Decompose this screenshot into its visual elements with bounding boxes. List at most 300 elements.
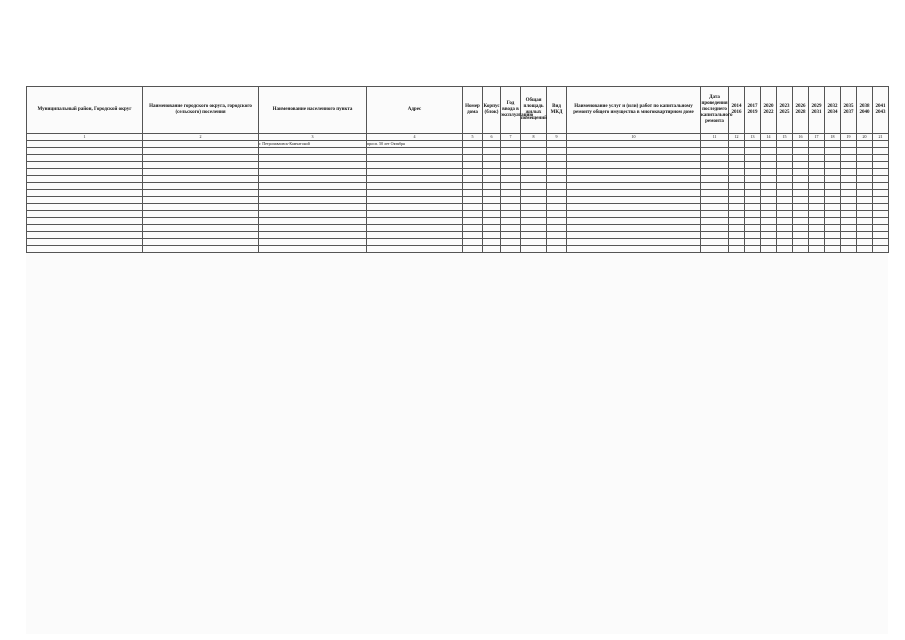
cell-period: [857, 190, 873, 197]
cell-period: [873, 218, 889, 225]
cell-period: [841, 141, 857, 148]
cell-mkd-type: [547, 218, 567, 225]
cell-period: [841, 225, 857, 232]
cell-period: [761, 190, 777, 197]
cell-period: [729, 190, 745, 197]
cell-mkd-type: [547, 246, 567, 253]
cell-mkd-type: [547, 190, 567, 197]
cell-block: [483, 155, 501, 162]
column-number: 16: [793, 134, 809, 141]
cell-period: [873, 141, 889, 148]
cell-address: [367, 197, 463, 204]
cell-period: [777, 232, 793, 239]
cell-period: [729, 218, 745, 225]
column-header: 2032 2034: [825, 87, 841, 134]
cell-period: [777, 218, 793, 225]
cell-work: [567, 218, 701, 225]
cell-settlement: [143, 155, 259, 162]
table-row: [27, 232, 889, 239]
cell-work: [567, 211, 701, 218]
column-number: 1: [27, 134, 143, 141]
cell-block: [483, 211, 501, 218]
cell-period: [841, 197, 857, 204]
cell-period: [745, 183, 761, 190]
cell-period: [745, 176, 761, 183]
cell-period: [745, 239, 761, 246]
cell-house-number: [463, 141, 483, 148]
cell-period: [729, 204, 745, 211]
cell-period: [857, 169, 873, 176]
table-row: [27, 197, 889, 204]
cell-district: [27, 197, 143, 204]
column-number: 7: [501, 134, 521, 141]
cell-work: [567, 148, 701, 155]
cell-period: [745, 148, 761, 155]
cell-period: [793, 190, 809, 197]
cell-period: [857, 232, 873, 239]
cell-period: [777, 225, 793, 232]
cell-district: [27, 239, 143, 246]
cell-year: [501, 155, 521, 162]
cell-period: [793, 162, 809, 169]
cell-block: [483, 141, 501, 148]
column-number: 15: [777, 134, 793, 141]
cell-period: [777, 183, 793, 190]
cell-locality: [259, 190, 367, 197]
table-row: [27, 211, 889, 218]
cell-locality: [259, 197, 367, 204]
cell-period: [841, 204, 857, 211]
cell-period: [857, 183, 873, 190]
column-header: Корпус (блок): [483, 87, 501, 134]
cell-mkd-type: [547, 204, 567, 211]
cell-block: [483, 190, 501, 197]
cell-period: [873, 176, 889, 183]
cell-period: [777, 176, 793, 183]
cell-period: [761, 225, 777, 232]
cell-locality: [259, 169, 367, 176]
cell-area: [521, 141, 547, 148]
cell-last-repair: [701, 197, 729, 204]
cell-work: [567, 183, 701, 190]
column-header: 2026 2028: [793, 87, 809, 134]
cell-address: [367, 204, 463, 211]
column-header: 2041 2043: [873, 87, 889, 134]
cell-last-repair: [701, 176, 729, 183]
cell-period: [857, 141, 873, 148]
cell-period: [729, 239, 745, 246]
cell-mkd-type: [547, 183, 567, 190]
cell-locality: [259, 176, 367, 183]
table-header-row: [27, 87, 889, 134]
cell-locality: [259, 183, 367, 190]
column-header: Наименование услуг и (или) работ по капитальному ремонту общего имущества в многоквартирном доме: [567, 87, 701, 134]
cell-area: [521, 148, 547, 155]
cell-settlement: [143, 204, 259, 211]
column-header: Номер дома: [463, 87, 483, 134]
cell-district: [27, 148, 143, 155]
table-row: [27, 225, 889, 232]
cell-block: [483, 218, 501, 225]
table-row: [27, 246, 889, 253]
cell-period: [873, 197, 889, 204]
cell-period: [793, 176, 809, 183]
cell-period: [873, 169, 889, 176]
cell-period: [857, 225, 873, 232]
cell-mkd-type: [547, 162, 567, 169]
cell-period: [809, 232, 825, 239]
cell-mkd-type: [547, 141, 567, 148]
cell-period: [777, 246, 793, 253]
cell-period: [809, 211, 825, 218]
cell-period: [841, 239, 857, 246]
cell-last-repair: [701, 183, 729, 190]
cell-period: [793, 232, 809, 239]
cell-period: [745, 169, 761, 176]
cell-year: [501, 141, 521, 148]
cell-period: [745, 204, 761, 211]
cell-period: [825, 148, 841, 155]
column-number: 20: [857, 134, 873, 141]
cell-period: [873, 183, 889, 190]
cell-period: [729, 141, 745, 148]
cell-period: [761, 155, 777, 162]
cell-period: [825, 162, 841, 169]
cell-block: [483, 183, 501, 190]
table-row: [27, 169, 889, 176]
column-header: 2014 2016: [729, 87, 745, 134]
column-number: 4: [367, 134, 463, 141]
cell-district: [27, 162, 143, 169]
cell-area: [521, 204, 547, 211]
cell-work: [567, 176, 701, 183]
cell-period: [873, 204, 889, 211]
cell-period: [873, 225, 889, 232]
cell-period: [809, 246, 825, 253]
cell-period: [761, 239, 777, 246]
cell-period: [745, 162, 761, 169]
cell-locality: [259, 232, 367, 239]
column-number: 6: [483, 134, 501, 141]
cell-period: [745, 218, 761, 225]
cell-period: [841, 190, 857, 197]
cell-period: [793, 141, 809, 148]
cell-period: [825, 246, 841, 253]
cell-period: [809, 169, 825, 176]
cell-period: [809, 183, 825, 190]
cell-district: [27, 155, 143, 162]
cell-settlement: [143, 148, 259, 155]
cell-address: [367, 169, 463, 176]
cell-locality: [259, 218, 367, 225]
cell-period: [841, 246, 857, 253]
cell-period: [793, 225, 809, 232]
cell-address: [367, 162, 463, 169]
cell-last-repair: [701, 232, 729, 239]
table-row: [27, 155, 889, 162]
cell-period: [777, 190, 793, 197]
column-header: 2038 2040: [857, 87, 873, 134]
cell-period: [777, 169, 793, 176]
cell-period: [809, 204, 825, 211]
cell-block: [483, 239, 501, 246]
cell-address: [367, 218, 463, 225]
cell-year: [501, 246, 521, 253]
column-number: 5: [463, 134, 483, 141]
cell-period: [729, 148, 745, 155]
cell-period: [825, 183, 841, 190]
cell-period: [857, 211, 873, 218]
cell-house-number: [463, 162, 483, 169]
column-header: 2017 2019: [745, 87, 761, 134]
cell-settlement: [143, 225, 259, 232]
cell-mkd-type: [547, 225, 567, 232]
cell-period: [761, 246, 777, 253]
table-row: [27, 141, 889, 148]
column-header: Вид МКД: [547, 87, 567, 134]
cell-period: [793, 211, 809, 218]
cell-district: [27, 211, 143, 218]
cell-house-number: [463, 197, 483, 204]
cell-period: [809, 141, 825, 148]
cell-area: [521, 211, 547, 218]
cell-settlement: [143, 211, 259, 218]
cell-work: [567, 246, 701, 253]
cell-settlement: [143, 176, 259, 183]
cell-period: [841, 169, 857, 176]
cell-last-repair: [701, 211, 729, 218]
cell-period: [745, 155, 761, 162]
cell-period: [777, 204, 793, 211]
cell-last-repair: [701, 155, 729, 162]
cell-address: [367, 155, 463, 162]
cell-settlement: [143, 190, 259, 197]
table-row: [27, 239, 889, 246]
cell-area: [521, 169, 547, 176]
cell-settlement: [143, 218, 259, 225]
cell-period: [729, 162, 745, 169]
cell-period: [857, 218, 873, 225]
cell-settlement: [143, 239, 259, 246]
cell-period: [825, 225, 841, 232]
cell-work: [567, 204, 701, 211]
cell-work: [567, 232, 701, 239]
cell-district: [27, 183, 143, 190]
cell-period: [761, 197, 777, 204]
cell-period: [825, 232, 841, 239]
cell-address: [367, 225, 463, 232]
cell-district: [27, 204, 143, 211]
cell-period: [873, 162, 889, 169]
column-number: 12: [729, 134, 745, 141]
table-row: [27, 176, 889, 183]
cell-block: [483, 148, 501, 155]
cell-period: [793, 246, 809, 253]
cell-period: [761, 162, 777, 169]
cell-work: [567, 155, 701, 162]
cell-period: [729, 183, 745, 190]
cell-address: [367, 183, 463, 190]
cell-address: [367, 148, 463, 155]
cell-locality: [259, 225, 367, 232]
cell-period: [809, 225, 825, 232]
cell-work: [567, 239, 701, 246]
cell-district: [27, 169, 143, 176]
cell-period: [809, 162, 825, 169]
cell-district: [27, 218, 143, 225]
cell-period: [793, 183, 809, 190]
cell-year: [501, 148, 521, 155]
cell-work: [567, 141, 701, 148]
cell-period: [825, 190, 841, 197]
cell-mkd-type: [547, 232, 567, 239]
cell-area: [521, 190, 547, 197]
cell-area: [521, 183, 547, 190]
table-row: [27, 190, 889, 197]
cell-period: [729, 225, 745, 232]
cell-period: [777, 155, 793, 162]
cell-period: [841, 218, 857, 225]
cell-last-repair: [701, 148, 729, 155]
cell-period: [825, 176, 841, 183]
cell-period: [809, 176, 825, 183]
cell-period: [761, 204, 777, 211]
cell-period: [825, 197, 841, 204]
cell-year: [501, 232, 521, 239]
cell-area: [521, 232, 547, 239]
cell-locality: [259, 155, 367, 162]
cell-period: [841, 162, 857, 169]
cell-period: [873, 232, 889, 239]
cell-area: [521, 225, 547, 232]
cell-house-number: [463, 239, 483, 246]
overhaul-register-table: [26, 86, 889, 253]
cell-period: [809, 239, 825, 246]
cell-house-number: [463, 246, 483, 253]
column-number: 21: [873, 134, 889, 141]
cell-period: [761, 218, 777, 225]
cell-area: [521, 155, 547, 162]
cell-block: [483, 204, 501, 211]
cell-house-number: [463, 155, 483, 162]
cell-period: [825, 211, 841, 218]
cell-mkd-type: [547, 211, 567, 218]
cell-block: [483, 197, 501, 204]
cell-period: [809, 218, 825, 225]
cell-period: [841, 176, 857, 183]
table-row: [27, 183, 889, 190]
cell-period: [793, 155, 809, 162]
cell-period: [825, 169, 841, 176]
cell-period: [745, 225, 761, 232]
cell-year: [501, 218, 521, 225]
cell-house-number: [463, 211, 483, 218]
cell-block: [483, 246, 501, 253]
cell-settlement: [143, 183, 259, 190]
column-header: Наименование городского округа, городского (сельского) поселения: [143, 87, 259, 134]
cell-period: [857, 246, 873, 253]
cell-period: [729, 232, 745, 239]
register-sheet: [26, 86, 888, 634]
table-row: [27, 148, 889, 155]
cell-settlement: [143, 162, 259, 169]
cell-period: [777, 211, 793, 218]
cell-house-number: [463, 183, 483, 190]
cell-period: [729, 155, 745, 162]
cell-locality: [259, 211, 367, 218]
cell-period: [873, 155, 889, 162]
cell-period: [793, 204, 809, 211]
cell-district: [27, 225, 143, 232]
cell-period: [793, 197, 809, 204]
cell-area: [521, 246, 547, 253]
cell-locality: [259, 148, 367, 155]
column-number: 3: [259, 134, 367, 141]
cell-period: [857, 239, 873, 246]
cell-period: [873, 239, 889, 246]
cell-period: [857, 162, 873, 169]
cell-period: [761, 148, 777, 155]
cell-period: [745, 141, 761, 148]
cell-last-repair: [701, 218, 729, 225]
cell-period: [793, 218, 809, 225]
cell-last-repair: [701, 246, 729, 253]
column-number: 13: [745, 134, 761, 141]
cell-period: [777, 148, 793, 155]
cell-work: [567, 197, 701, 204]
cell-mkd-type: [547, 176, 567, 183]
column-header: 2023 2025: [777, 87, 793, 134]
cell-period: [809, 190, 825, 197]
cell-settlement: [143, 169, 259, 176]
cell-year: [501, 183, 521, 190]
column-number: 8: [521, 134, 547, 141]
cell-period: [793, 148, 809, 155]
cell-locality: [259, 162, 367, 169]
cell-period: [761, 169, 777, 176]
cell-house-number: [463, 204, 483, 211]
cell-period: [841, 183, 857, 190]
cell-period: [841, 148, 857, 155]
cell-locality: [259, 204, 367, 211]
cell-district: [27, 232, 143, 239]
cell-area: [521, 197, 547, 204]
cell-period: [745, 246, 761, 253]
cell-house-number: [463, 225, 483, 232]
cell-house-number: [463, 190, 483, 197]
column-header: 2029 2031: [809, 87, 825, 134]
cell-settlement: [143, 197, 259, 204]
cell-area: [521, 218, 547, 225]
column-header: 2035 2037: [841, 87, 857, 134]
cell-address: [367, 232, 463, 239]
cell-period: [761, 211, 777, 218]
cell-settlement: [143, 246, 259, 253]
cell-last-repair: [701, 169, 729, 176]
cell-period: [809, 197, 825, 204]
cell-period: [729, 169, 745, 176]
cell-house-number: [463, 218, 483, 225]
cell-area: [521, 162, 547, 169]
cell-year: [501, 211, 521, 218]
cell-period: [745, 190, 761, 197]
column-number: 2: [143, 134, 259, 141]
column-number: 17: [809, 134, 825, 141]
cell-period: [841, 155, 857, 162]
cell-district: [27, 141, 143, 148]
cell-year: [501, 197, 521, 204]
cell-district: [27, 246, 143, 253]
